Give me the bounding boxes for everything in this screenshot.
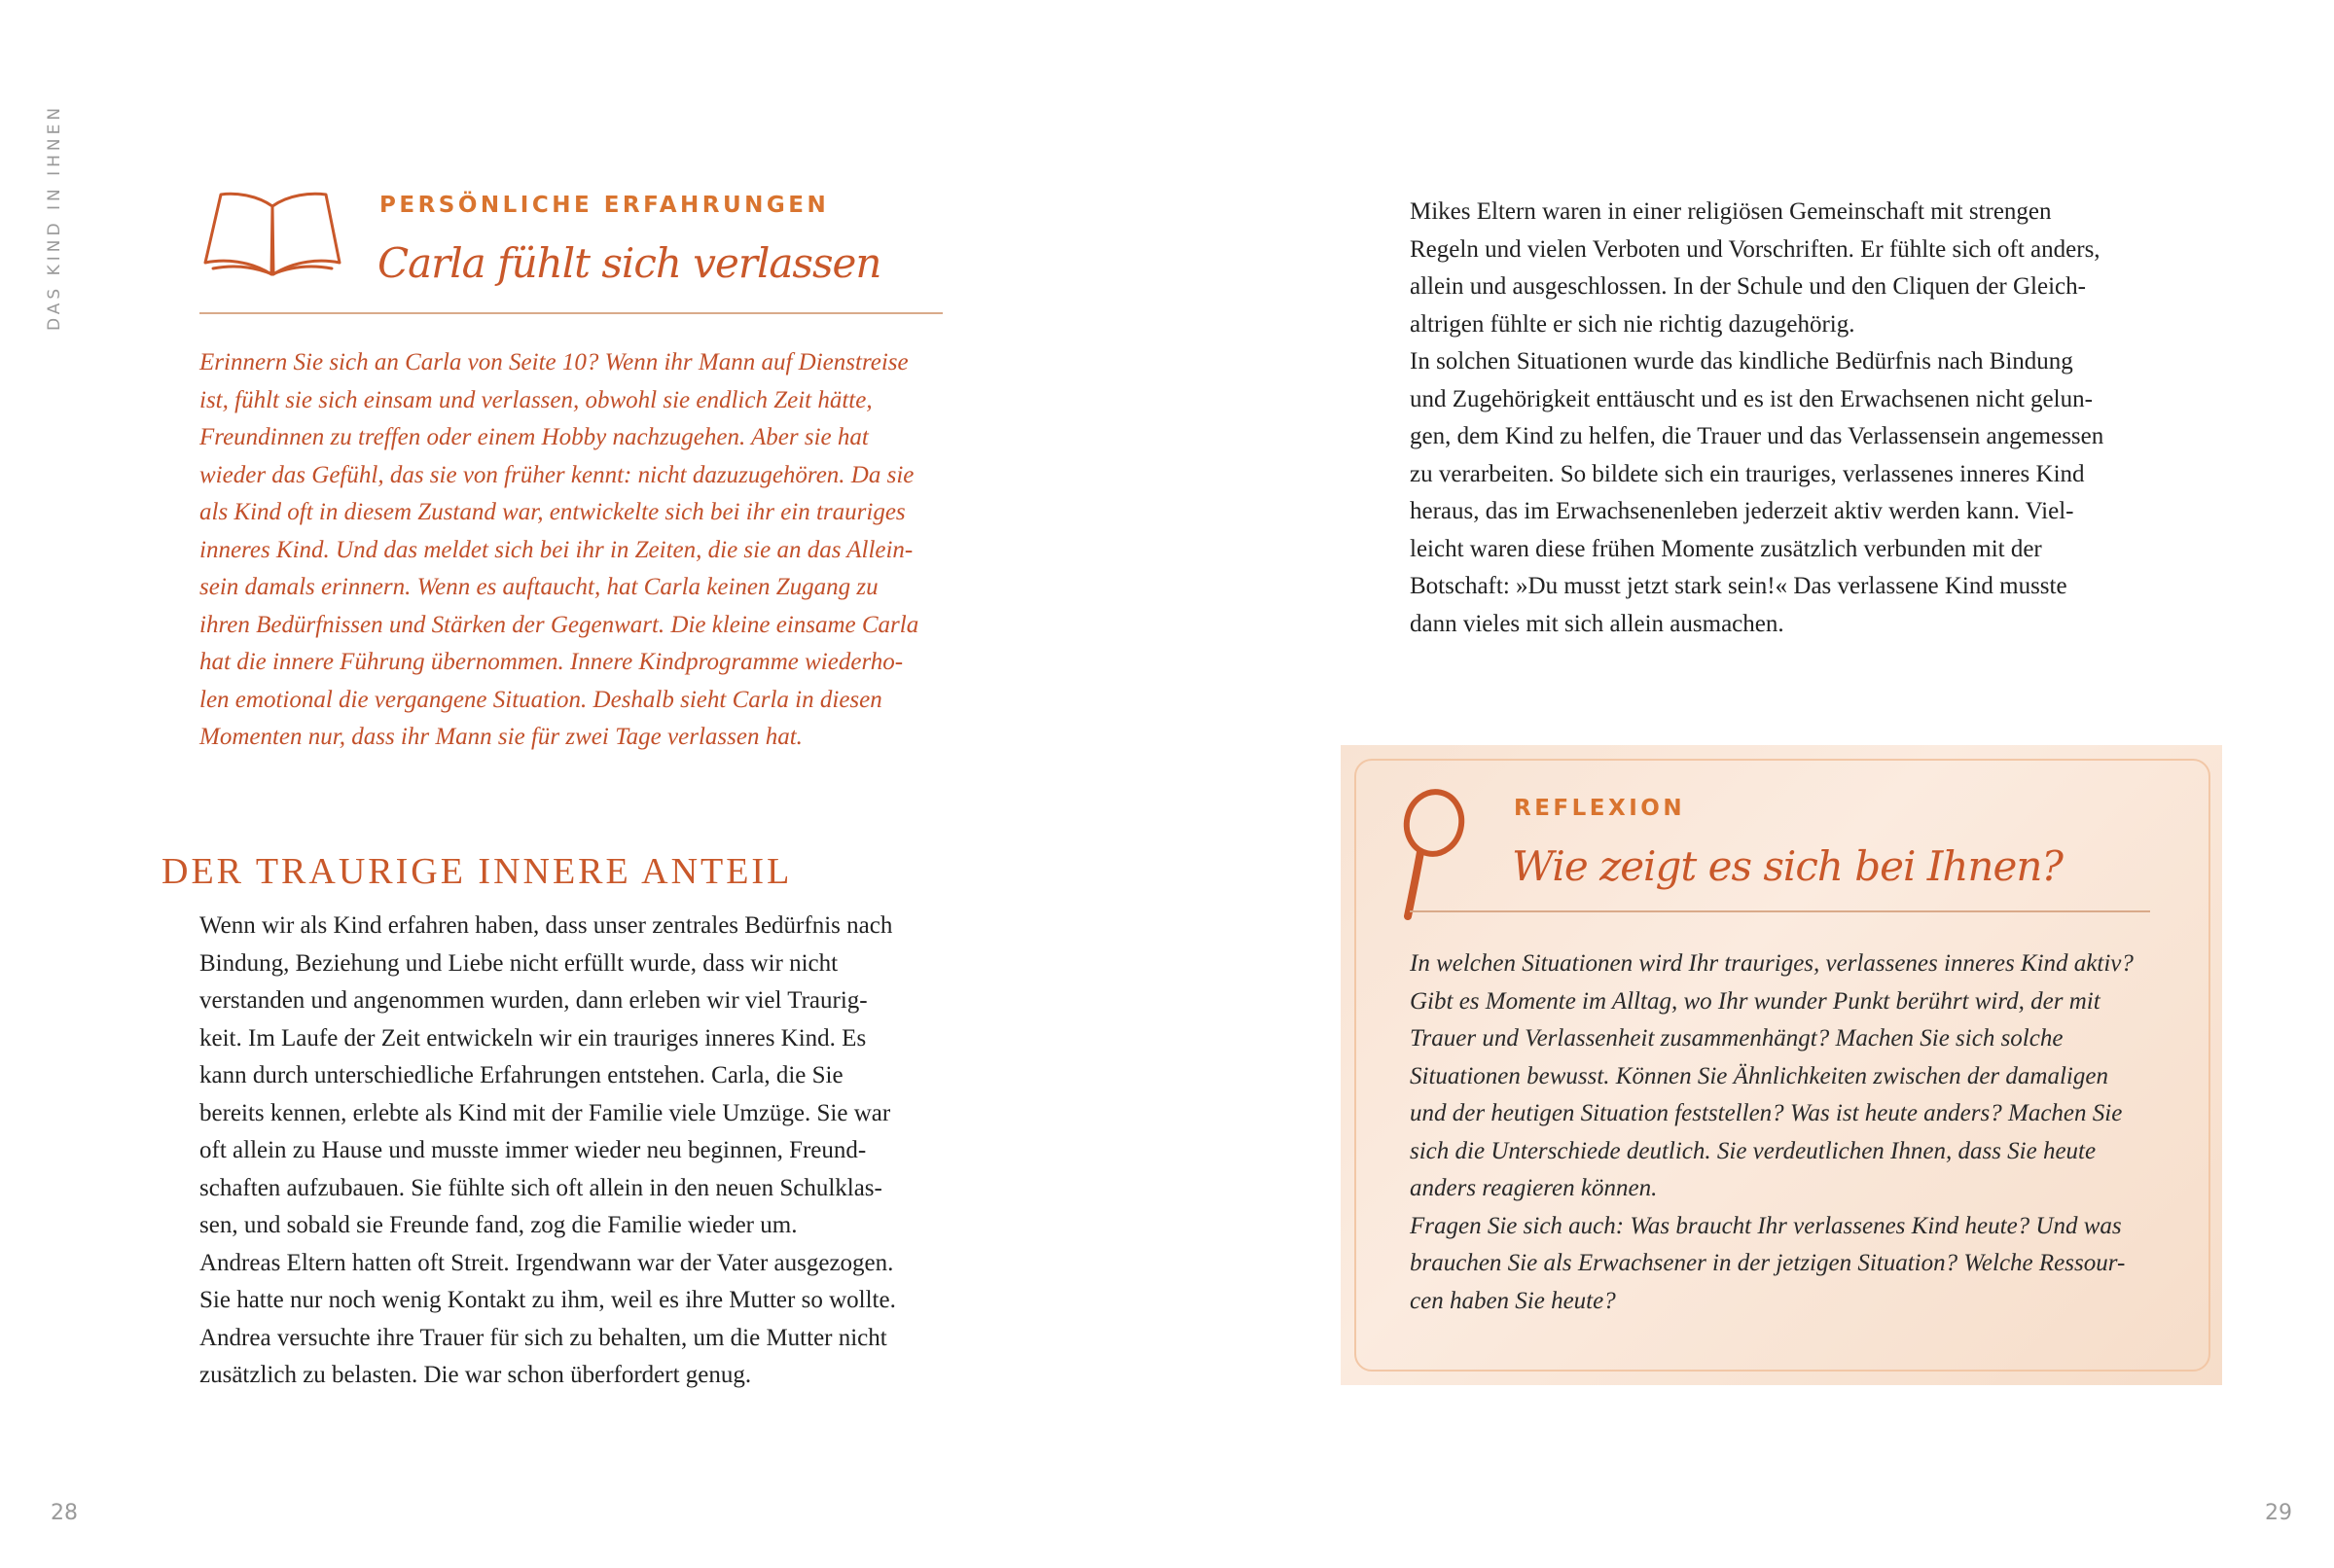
text-line: wieder das Gefühl, das sie von früher kennt: nicht dazuzugehören. Da sie [199, 461, 915, 488]
text-line: Botschaft: »Du musst jetzt stark sein!« Das verlassene Kind musste [1410, 573, 2067, 599]
text-line: Freundinnen zu treffen oder einem Hobby nachzugehen. Aber sie hat [199, 424, 869, 450]
text-line: Momenten nur, dass ihr Mann sie für zwei Tage verlassen hat. [199, 724, 803, 750]
experience-kicker: PERSÖNLICHE ERFAHRUNGEN [379, 193, 830, 218]
text-line: Mikes Eltern waren in einer religiösen Gemeinschaft mit strengen [1410, 198, 2052, 225]
text-line: hat die innere Führung übernommen. Innere Kindprogramme wiederho- [199, 649, 904, 675]
magnifying-glass-icon [1391, 784, 1469, 928]
text-line: Wenn wir als Kind erfahren haben, dass unser zentrales Bedürfnis nach [199, 912, 893, 939]
text-line: len emotional die vergangene Situation. Deshalb sieht Carla in diesen [199, 686, 882, 713]
text-line: Situationen bewusst. Können Sie Ähnlichkeiten zwischen der damaligen [1410, 1062, 2108, 1089]
page-number-left: 28 [51, 1501, 78, 1525]
text-line: anders reagieren können. [1410, 1175, 1658, 1201]
text-line: Regeln und vielen Verboten und Vorschriften. Er fühlte sich oft anders, [1410, 235, 2101, 263]
text-line: Fragen Sie sich auch: Was braucht Ihr verlassenes Kind heute? Und was [1410, 1212, 2122, 1239]
text-line: bereits kennen, erlebte als Kind mit der Familie viele Umzüge. Sie war [199, 1099, 891, 1126]
section-heading: DER TRAURIGE INNERE ANTEIL [162, 851, 793, 892]
text-line: allein und ausgeschlossen. In der Schule und den Cliquen der Gleich- [1410, 273, 2086, 300]
text-line: zusätzlich zu belasten. Die war schon überfordert genug. [199, 1362, 752, 1388]
text-line: und der heutigen Situation feststellen? Was ist heute anders? Machen Sie [1410, 1100, 2123, 1126]
text-line: als Kind oft in diesem Zustand war, entwickelte sich bei ihr ein trauriges [199, 499, 906, 525]
section-body [199, 908, 978, 1395]
text-line: ist, fühlt sie sich einsam und verlassen, obwohl sie endlich Zeit hätte, [199, 386, 873, 413]
reflexion-divider [1410, 910, 2150, 912]
text-line: sein damals erinnern. Wenn es auftaucht, hat Carla keinen Zugang zu [199, 574, 879, 600]
text-line: brauchen Sie als Erwachsener in der jetzigen Situation? Welche Ressour- [1410, 1250, 2126, 1276]
text-line: Gibt es Momente im Alltag, wo Ihr wunder Punkt berührt wird, der mit [1410, 987, 2101, 1015]
reflexion-title: Wie zeigt es sich bei Ihnen? [1512, 842, 2063, 890]
text-line: sich die Unterschiede deutlich. Sie verdeutlichen Ihnen, dass Sie heute [1410, 1137, 2097, 1164]
reflexion-text [1410, 945, 2198, 1320]
text-line: dann vieles mit sich allein ausmachen. [1410, 610, 1784, 637]
text-line: Andreas Eltern hatten oft Streit. Irgendwann war der Vater ausgezogen. [199, 1249, 894, 1276]
experience-divider [199, 312, 943, 314]
text-line: zu verarbeiten. So bildete sich ein trauriges, verlassenes inneres Kind [1410, 460, 2085, 487]
text-line: ihren Bedürfnissen und Stärken der Gegenwart. Die kleine einsame Carla [199, 611, 919, 638]
text-line: Andrea versuchte ihre Trauer für sich zu behalten, um die Mutter nicht [199, 1324, 887, 1351]
text-line: gen, dem Kind zu helfen, die Trauer und das Verlassensein angemessen [1410, 423, 2104, 449]
reflexion-kicker: REFLEXION [1514, 796, 1686, 821]
text-line: inneres Kind. Und das meldet sich bei ihr in Zeiten, die sie an das Allein- [199, 536, 914, 563]
page-number-right: 29 [2265, 1501, 2292, 1525]
open-book-icon [199, 187, 345, 276]
experience-title: Carla fühlt sich verlassen [377, 239, 881, 287]
text-line: und Zugehörigkeit enttäuscht und es ist den Erwachsenen nicht gelun- [1410, 385, 2093, 412]
text-line: oft allein zu Hause und musste immer wieder neu beginnen, Freund- [199, 1137, 867, 1163]
text-line: In solchen Situationen wurde das kindliche Bedürfnis nach Bindung [1410, 348, 2073, 374]
text-line: Trauer und Verlassenheit zusammenhängt? Machen Sie sich solche [1410, 1025, 2064, 1051]
text-line: sen, und sobald sie Freunde fand, zog die Familie wieder um. [199, 1212, 798, 1238]
text-line: cen haben Sie heute? [1410, 1287, 1616, 1314]
running-head: DAS KIND IN IHNEN [45, 103, 64, 331]
text-line: schaften aufzubauen. Sie fühlte sich oft allein in den neuen Schulklas- [199, 1174, 882, 1201]
text-line: leicht waren diese frühen Momente zusätzlich verbunden mit der [1410, 535, 2042, 562]
text-line: keit. Im Laufe der Zeit entwickeln wir ein trauriges inneres Kind. Es [199, 1024, 867, 1051]
text-line: In welchen Situationen wird Ihr trauriges, verlassenes inneres Kind aktiv? [1410, 950, 2134, 977]
right-column-body [1410, 194, 2208, 643]
text-line: verstanden und angenommen wurden, dann erleben wir viel Traurig- [199, 987, 868, 1014]
text-line: Bindung, Beziehung und Liebe nicht erfüllt wurde, dass wir nicht [199, 949, 839, 977]
text-line: heraus, das im Erwachsenenleben jederzeit aktiv werden kann. Viel- [1410, 498, 2074, 524]
experience-text [199, 344, 968, 757]
text-line: altrigen fühlte er sich nie richtig dazugehörig. [1410, 310, 1855, 338]
text-line: Erinnern Sie sich an Carla von Seite 10? Wenn ihr Mann auf Dienstreise [199, 349, 909, 375]
text-line: kann durch unterschiedliche Erfahrungen entstehen. Carla, die Sie [199, 1062, 844, 1088]
text-line: Sie hatte nur noch wenig Kontakt zu ihm, weil es ihre Mutter so wollte. [199, 1287, 896, 1313]
